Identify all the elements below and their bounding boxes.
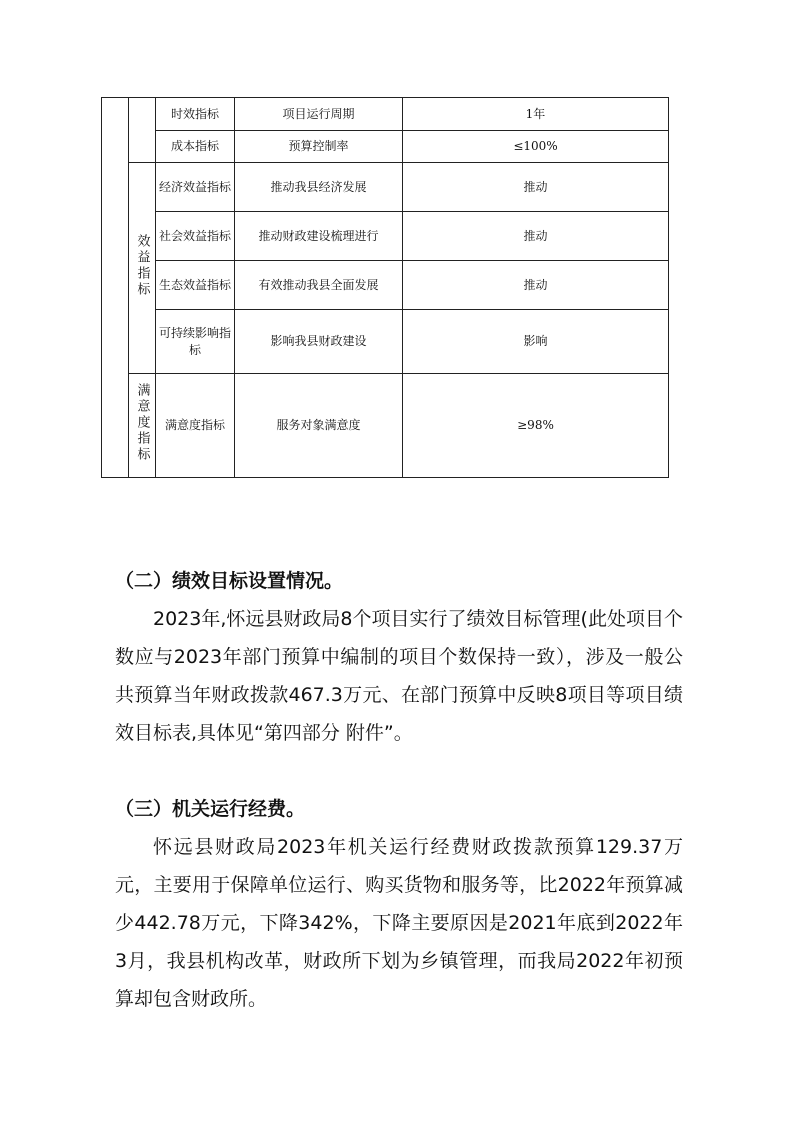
- group-benefit-label: 效益指标: [134, 233, 150, 298]
- table-row: [102, 374, 669, 478]
- table-row: [102, 261, 669, 310]
- indicator-value: 推动: [403, 212, 669, 261]
- indicator-name: 项目运行周期: [235, 98, 403, 131]
- performance-indicator-table: [101, 97, 669, 478]
- table-row: [102, 98, 669, 131]
- table-row: [102, 131, 669, 163]
- indicator-label: 满意度指标: [156, 374, 235, 478]
- section-2-paragraph: 2023年,怀远县财政局8个项目实行了绩效目标管理(此处项目个数应与2023年部门预算中编制的项目个数保持一致），涉及一般公共预算当年财政拨款467.3万元、在部门预算中反映8项目等项目绩效目标表,具体见“第四部分 附件”。: [115, 608, 683, 744]
- table-row: [102, 212, 669, 261]
- indicator-name: 推动财政建设梳理进行: [235, 212, 403, 261]
- section-2-heading: （二）绩效目标设置情况。: [115, 570, 344, 592]
- indicator-value: 影响: [403, 310, 669, 374]
- indicator-name: 服务对象满意度: [235, 374, 403, 478]
- group-benefit-cell: [129, 163, 156, 374]
- indicator-label: 时效指标: [156, 98, 235, 131]
- indicator-value: 推动: [403, 261, 669, 310]
- table-row: [102, 310, 669, 374]
- indicator-name: 推动我县经济发展: [235, 163, 403, 212]
- indicator-label: 生态效益指标: [156, 261, 235, 310]
- indicator-name: 预算控制率: [235, 131, 403, 163]
- group-satisfaction-label: 满意度指标: [134, 383, 150, 463]
- indicator-label: 可持续影响指标: [156, 310, 235, 374]
- table-row: [102, 163, 669, 212]
- indicator-value: 推动: [403, 163, 669, 212]
- blank-cell: [129, 98, 156, 163]
- indicator-label: 成本指标: [156, 131, 235, 163]
- group-satisfaction-cell: [129, 374, 156, 478]
- indicator-value: 1年: [403, 98, 669, 131]
- indicator-value: ≤100%: [403, 131, 669, 163]
- section-3-paragraph: 怀远县财政局2023年机关运行经费财政拨款预算129.37万元，主要用于保障单位运行、购买货物和服务等，比2022年预算减少442.78万元，下降342%，下降主要原因是2021年底到2022年3月，我县机构改革，财政所下划为乡镇管理，而我局2022年初预算却包含财政所。: [115, 836, 683, 1010]
- indicator-label: 社会效益指标: [156, 212, 235, 261]
- indicator-name: 有效推动我县全面发展: [235, 261, 403, 310]
- section-3-heading: （三）机关运行经费。: [115, 798, 306, 820]
- blank-cell: [102, 98, 129, 478]
- indicator-name: 影响我县财政建设: [235, 310, 403, 374]
- indicator-value: ≥98%: [403, 374, 669, 478]
- indicator-label: 经济效益指标: [156, 163, 235, 212]
